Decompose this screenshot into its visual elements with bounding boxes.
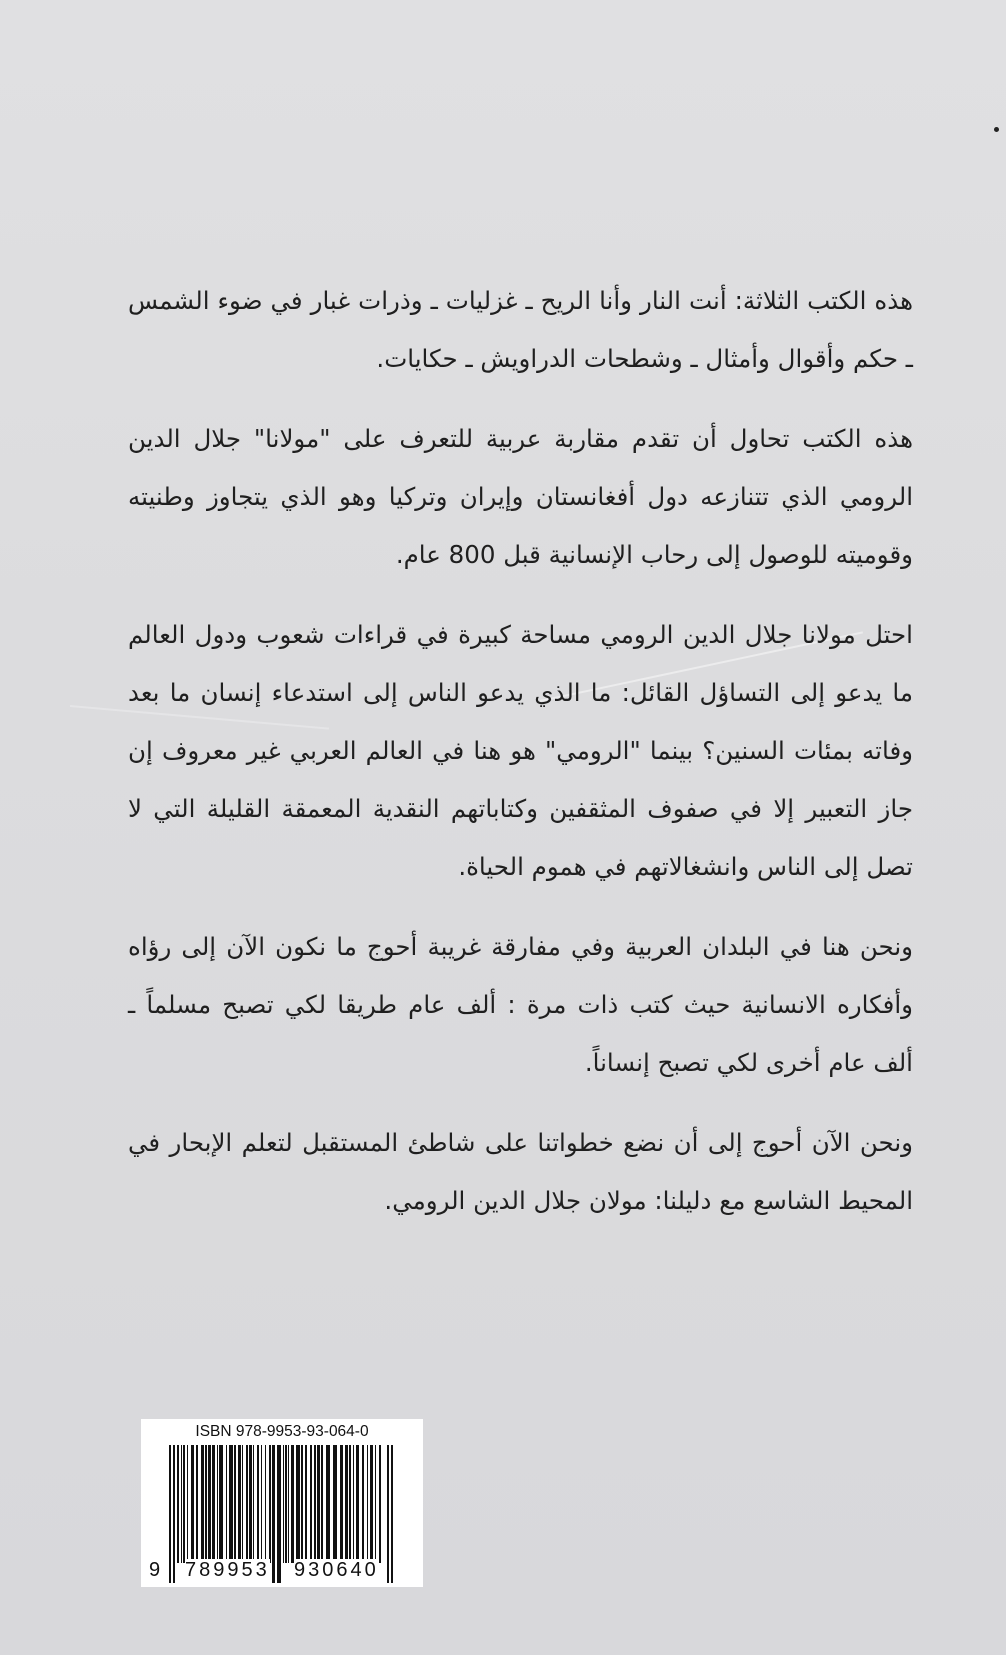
isbn-label: ISBN 978-9953-93-064-0: [195, 1423, 369, 1440]
blurb-paragraph-5: ونحن الآن أحوج إلى أن نضع خطواتنا على شاطئ المستقبل لتعلم الإبحار في المحيط الشاسع مع دليلنا: مولان جلال الدين الرومي.: [128, 1128, 913, 1215]
blurb-text: [128, 272, 913, 1252]
barcode-left-digits: 789953: [185, 1559, 270, 1581]
barcode-first-digit: 9: [149, 1559, 161, 1581]
barcode-right-digits: 930640: [294, 1559, 379, 1581]
blurb-paragraph-2: هذه الكتب تحاول أن تقدم مقاربة عربية للتعرف على "مولانا" جلال الدين الرومي الذي تتنازعه دول أفغانستان وإيران وتركيا وهو الذي يتجاوز وطنيته وقوميته للوصول إلى رحاب الإنسانية قبل 800 عام.: [128, 424, 913, 569]
blurb-paragraph-3: احتل مولانا جلال الدين الرومي مساحة كبيرة في قراءات شعوب ودول العالم ما يدعو إلى التساؤل القائل: ما الذي يدعو الناس إلى استدعاء إنسان ما بعد وفاته بمئات السنين؟ بينما "الرومي" هو هنا في العالم العربي غير معروف إن جاز التعبير إلا في صفوف المثقفين وكتاباتهم النقدية المعمقة القليلة التي لا تصل إلى الناس وانشغالاتهم في هموم الحياة.: [128, 620, 913, 881]
blurb-paragraph-4: ونحن هنا في البلدان العربية وفي مفارقة غريبة أحوج ما نكون الآن إلى رؤاه وأفكاره الانسانية حيث كتب ذات مرة : ألف عام طريقا لكي تصبح مسلماً ـ ألف عام أخرى لكي تصبح إنساناً.: [128, 932, 913, 1077]
isbn-barcode-box: [141, 1419, 423, 1587]
ink-speck: [994, 127, 999, 132]
blurb-paragraph-1: هذه الكتب الثلاثة: أنت النار وأنا الريح ـ غزليات ـ وذرات غبار في ضوء الشمس ـ حكم وأقوال وأمثال ـ وشطحات الدراويش ـ حكايات.: [128, 286, 913, 373]
